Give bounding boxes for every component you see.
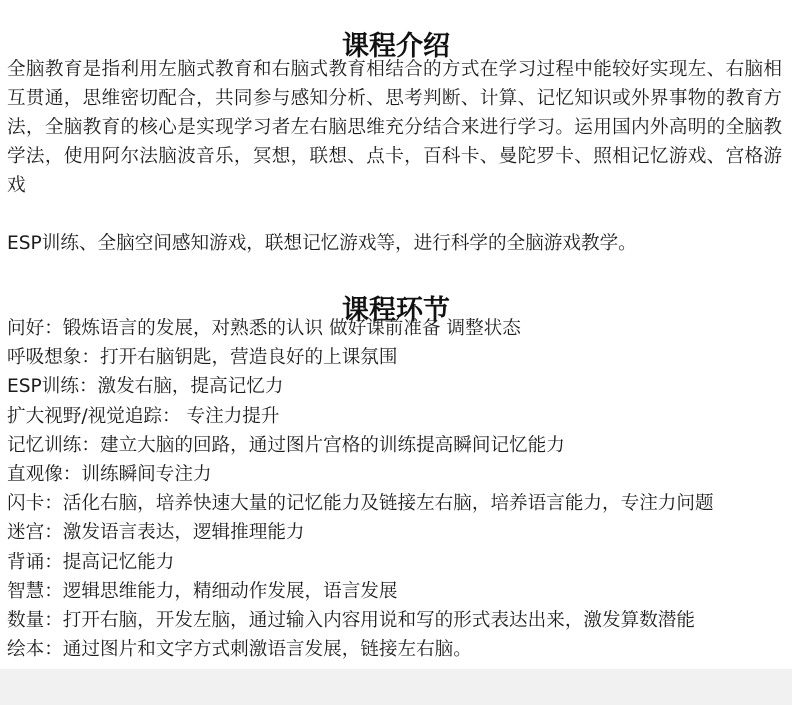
course-sessions-title: 课程环节	[342, 295, 450, 327]
session-item-breathing: 呼吸想象：打开右脑钥匙，营造良好的上课氛围	[7, 347, 398, 369]
session-item-intuitive-image: 直观像：训练瞬间专注力	[7, 464, 212, 486]
course-intro-title: 课程介绍	[342, 31, 450, 63]
session-item-flash-cards: 闪卡：活化右脑，培养快速大量的记忆能力及链接左右脑，培养语言能力，专注力问题	[7, 493, 714, 515]
session-item-maze: 迷宫：激发语言表达，逻辑推理能力	[7, 522, 305, 544]
next-section-band	[0, 669, 792, 705]
session-item-esp: ESP训练：激发右脑，提高记忆力	[7, 376, 284, 398]
session-item-quantity: 数量：打开右脑，开发左脑，通过输入内容用说和写的形式表达出来，激发算数潜能	[7, 610, 695, 632]
session-item-memory: 记忆训练：建立大脑的回路，通过图片宫格的训练提高瞬间记忆能力	[7, 434, 565, 456]
session-item-wisdom: 智慧：逻辑思维能力，精细动作发展，语言发展	[7, 580, 398, 602]
session-item-picture-book: 绘本：通过图片和文字方式刺激语言发展，链接左右脑。	[7, 639, 472, 661]
session-item-recitation: 背诵：提高记忆能力	[7, 551, 175, 573]
session-item-vision: 扩大视野/视觉追踪： 专注力提升	[7, 405, 280, 427]
course-sessions-list	[7, 314, 782, 664]
session-item-greeting: 问好：锻炼语言的发展，对熟悉的认识 做好课前准备 调整状态	[7, 318, 521, 339]
course-intro-paragraph: 全脑教育是指利用左脑式教育和右脑式教育相结合的方式在学习过程中能较好实现左、右脑相互贯通，思维密切配合，共同参与感知分析、思考判断、计算、记忆知识或外界事物的教育方法，全脑教育的核心是实现学习者左右脑思维充分结合来进行学习。运用国内外高明的全脑教学法，使用阿尔法脑波音乐，冥想，联想、点卡，百科卡、曼陀罗卡、照相记忆游戏、宫格游戏	[7, 59, 782, 196]
esp-paragraph: ESP训练、全脑空间感知游戏，联想记忆游戏等，进行科学的全脑游戏教学。	[7, 233, 637, 254]
